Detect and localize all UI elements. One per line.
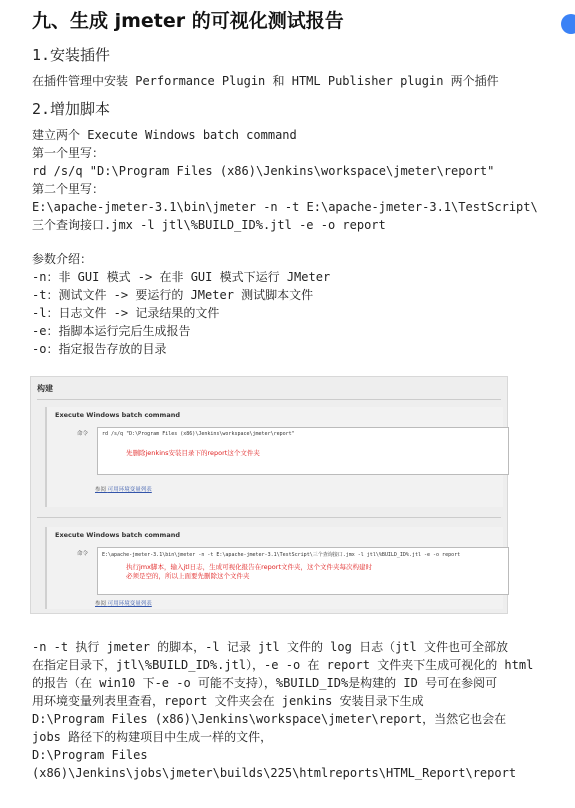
panel-title: Execute Windows batch command [55,411,181,419]
script-line: 第一个里写： [32,146,105,160]
jenkins-build-screenshot [30,376,508,614]
script-line: -e：指脚本运行完后生成报告 [32,324,191,338]
script-line: -t：测试文件 -> 要运行的 JMeter 测试脚本文件 [32,288,314,302]
install-text: 在插件管理中安装 Performance Plugin 和 HTML Publisher plugin 两个插件 [32,74,499,88]
side-bubble-icon[interactable] [561,14,575,34]
section-heading-script: 2.增加脚本 [32,100,111,118]
annotation-note: 必须是空的，所以上面要先删除这个文件夹 [126,572,250,580]
script-line: E:\apache-jmeter-3.1\bin\jmeter -n -t E:\apache-jmeter-3.1\TestScript\ [32,200,538,214]
batch-command-panel [45,527,503,609]
script-line: 第二个里写： [32,182,105,196]
script-line: 参数介绍： [32,252,93,266]
script-line: 建立两个 Execute Windows batch command [32,128,297,142]
explanation-line: 在指定目录下，jtl\%BUILD_ID%.jtl），-e -o 在 report 文件夹下生成可视化的 html [32,658,534,672]
script-line: -n：非 GUI 模式 -> 在非 GUI 模式下运行 JMeter [32,270,331,284]
command-textarea[interactable] [97,547,509,595]
batch-command-panel [45,407,503,507]
script-line: -o：指定报告存放的目录 [32,342,167,356]
command-text: E:\apache-jmeter-3.1\bin\jmeter -n -t E:\apache-jmeter-3.1\TestScript\三个查询接口.jmx -l jtl\%BUILD_ID%.jtl -e -o report [102,552,461,558]
explanation-line: D:\Program Files (x86)\Jenkins\workspace\jmeter\report，当然它也会在 [32,712,507,726]
explanation-line: 的报告（在 win10 下-e -o 可能不支持），%BUILD_ID%是构建的 ID 号可在参阅可 [32,676,498,690]
command-textarea[interactable] [97,427,509,475]
panel-title: Execute Windows batch command [55,531,181,539]
annotation-note: 先删除jenkins安装目录下的report这个文件夹 [126,449,260,457]
divider [37,517,501,518]
env-vars-link[interactable]: 参阅 可用环境变量列表 [95,601,152,607]
explanation-line: D:\Program Files [32,748,148,762]
env-vars-link[interactable]: 参阅 可用环境变量列表 [95,487,152,493]
explanation-line: (x86)\Jenkins\jobs\jmeter\builds\225\htmlreports\HTML_Report\report [32,766,517,780]
script-line: 三个查询接口.jmx -l jtl\%BUILD_ID%.jtl -e -o report [32,218,386,232]
script-line: rd /s/q "D:\Program Files (x86)\Jenkins\workspace\jmeter\report" [32,164,495,178]
explanation-line: -n -t 执行 jmeter 的脚本，-l 记录 jtl 文件的 log 日志（jtl 文件也可全部放 [32,640,508,654]
command-label: 命令 [77,431,89,437]
command-label: 命令 [77,551,89,557]
annotation-note: 执行jmx脚本，输入jtl日志，生成可视化报告在report文件夹，这个文件夹每次构建时 [126,563,372,571]
script-line: -l：日志文件 -> 记录结果的文件 [32,306,220,320]
page-title: 九、生成 jmeter 的可视化测试报告 [32,10,344,32]
command-text: rd /s/q "D:\Program Files (x86)\Jenkins\workspace\jmeter\report" [102,431,295,437]
build-section-title: 构建 [37,384,53,393]
divider [37,399,501,400]
explanation-line: 用环境变量列表里查看，report 文件夹会在 jenkins 安装目录下生成 [32,694,424,708]
explanation-line: jobs 路径下的构建项目中生成一样的文件， [32,730,273,744]
section-heading-install: 1.安装插件 [32,46,111,64]
